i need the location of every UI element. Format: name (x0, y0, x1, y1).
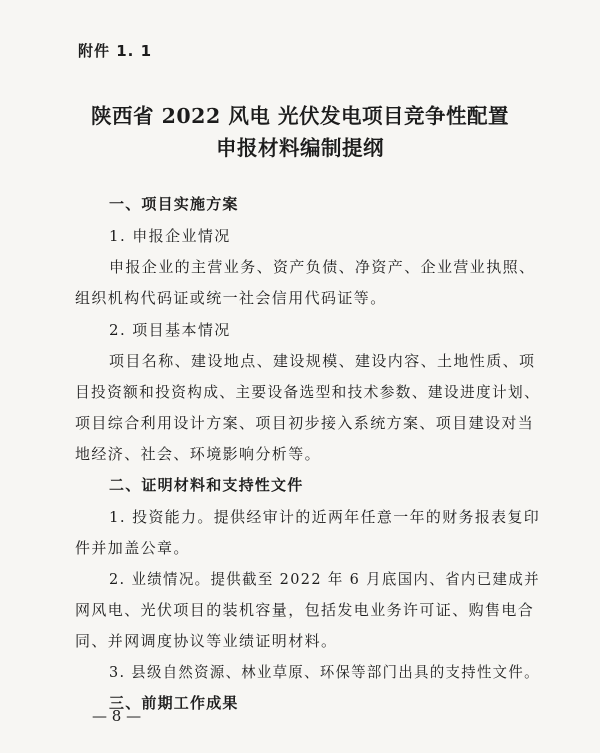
paragraph-line: 同、并网调度协议等业绩证明材料。 (75, 632, 338, 650)
paragraph-line: 件并加盖公章。 (75, 539, 190, 557)
section-2-heading: 二、证明材料和支持性文件 (109, 476, 304, 494)
paragraph-line: 组织机构代码证或统一社会信用代码证等。 (75, 289, 387, 307)
paragraph-line: 1. 投资能力。提供经审计的近两年任意一年的财务报表复印 (109, 508, 541, 526)
subsection-1-1-heading: 1. 申报企业情况 (109, 227, 231, 245)
paragraph-line: 项目名称、建设地点、建设规模、建设内容、土地性质、项 (109, 352, 536, 370)
document-title-line-1: 陕西省 2022 风电 光伏发电项目竞争性配置 (91, 104, 509, 128)
attachment-label: 附件 1. 1 (78, 42, 153, 60)
paragraph-line: 网风电、光伏项目的装机容量，包括发电业务许可证、购售电合 (75, 601, 535, 619)
section-1-heading: 一、项目实施方案 (109, 195, 239, 213)
paragraph-line: 目投资额和投资构成、主要设备选型和技术参数、建设进度计划、 (75, 383, 541, 401)
paragraph-line: 3. 县级自然资源、林业草原、环保等部门出具的支持性文件。 (109, 663, 540, 681)
paragraph-line: 申报企业的主营业务、资产负债、净资产、企业营业执照、 (109, 258, 536, 276)
document-title-line-2: 申报材料编制提纲 (216, 136, 384, 160)
paragraph-line: 2. 业绩情况。提供截至 2022 年 6 月底国内、省内已建成并 (109, 570, 540, 588)
paragraph-line: 项目综合利用设计方案、项目初步接入系统方案、项目建设对当 (75, 414, 535, 432)
paragraph-line: 地经济、社会、环境影响分析等。 (75, 445, 322, 463)
subsection-1-2-heading: 2. 项目基本情况 (109, 321, 231, 339)
section-3-heading: 三、前期工作成果 (109, 694, 239, 712)
page-number: — 8 — (92, 707, 142, 725)
